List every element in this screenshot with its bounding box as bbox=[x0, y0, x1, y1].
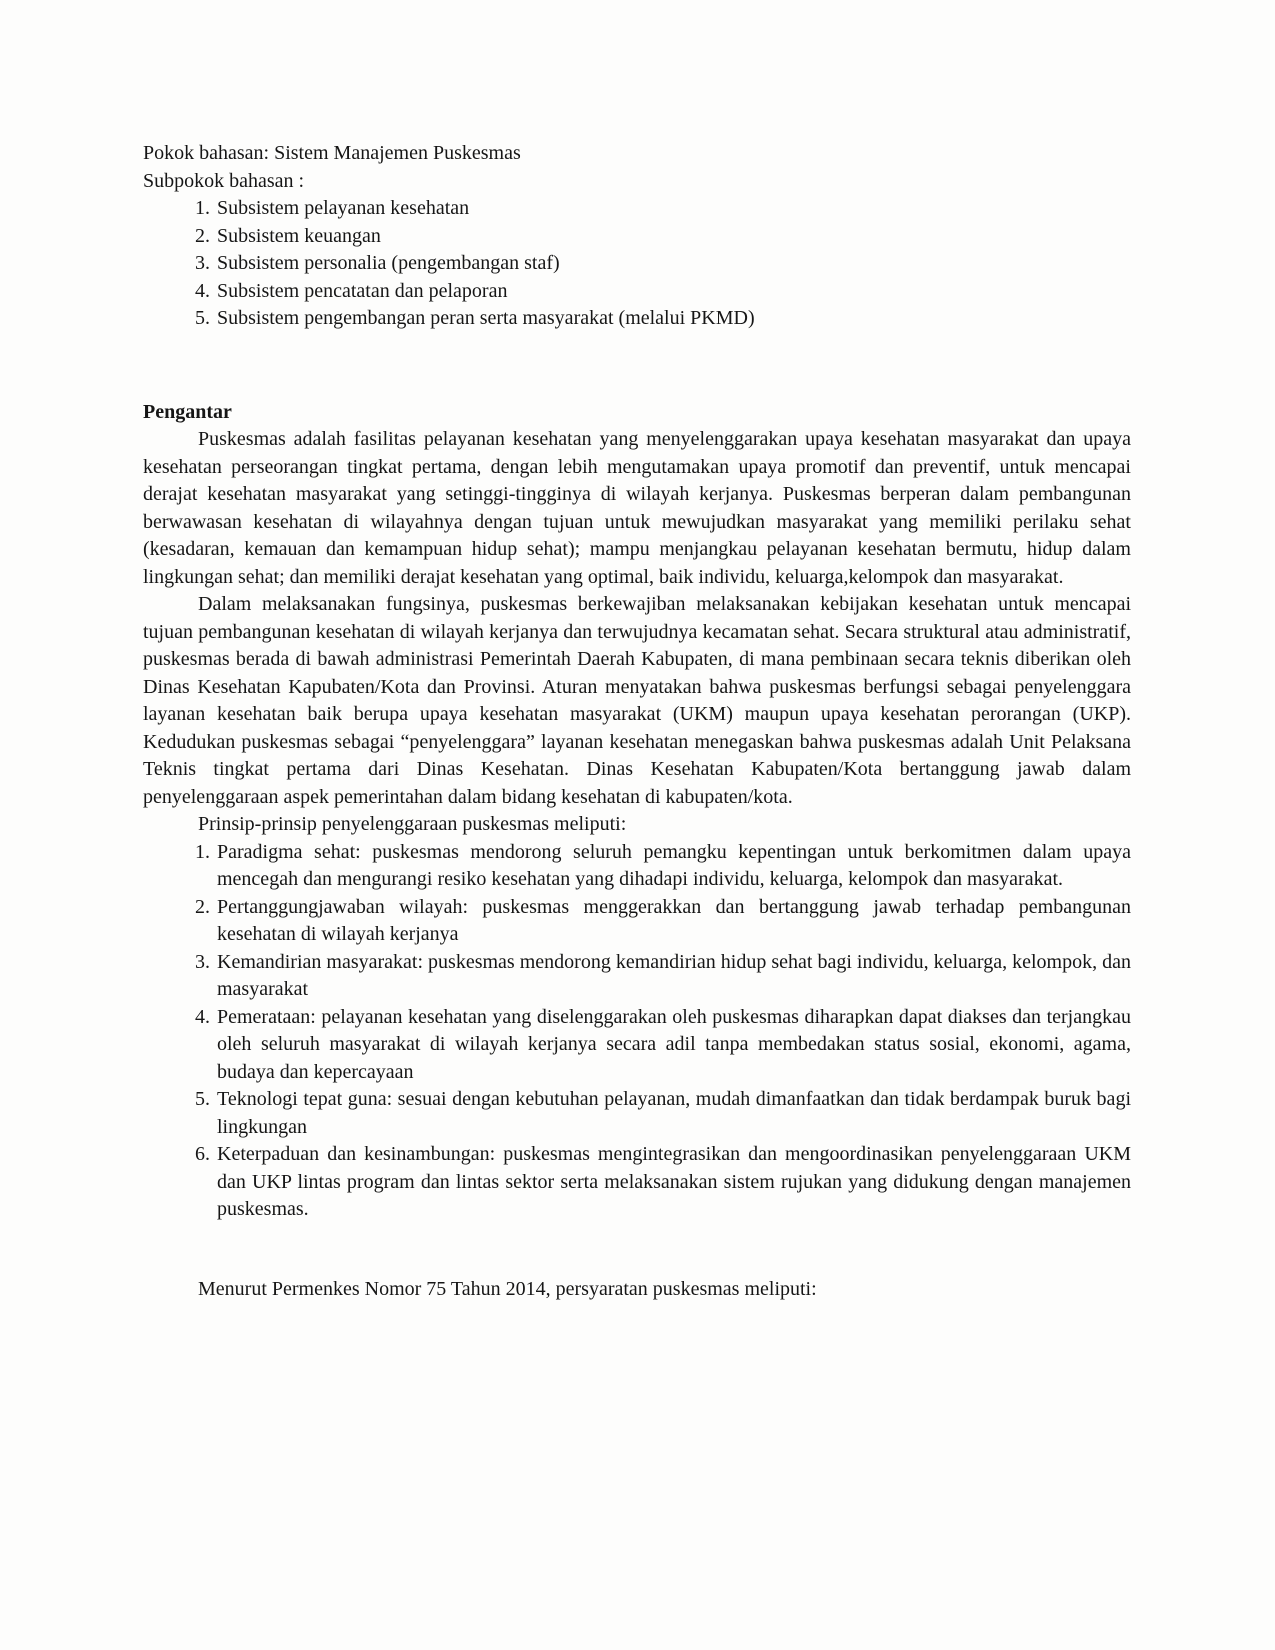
paragraph-pengantar-1: Puskesmas adalah fasilitas pelayanan kesehatan yang menyelenggarakan upaya kesehatan masyarakat dan upaya kesehatan perseorangan tingkat pertama, dengan lebih mengutamakan upaya promotif dan preventif, untuk mencapai derajat kesehatan masyarakat yang setinggi-tingginya di wilayah kerjanya. Puskesmas berperan dalam pembangunan berwawasan kesehatan di wilayahnya dengan tujuan untuk mewujudkan masyarakat yang memiliki perilaku sehat (kesadaran, kemauan dan kemampuan hidup sehat); mampu menjangkau pelayanan kesehatan bermutu, hidup dalam lingkungan sehat; dan memiliki derajat kesehatan yang optimal, baik individu, keluarga,kelompok dan masyarakat. bbox=[143, 428, 1131, 588]
paragraph-pengantar-2: Dalam melaksanakan fungsinya, puskesmas berkewajiban melaksanakan kebijakan kesehatan untuk mencapai tujuan pembangunan kesehatan di wilayah kerjanya dan terwujudnya kecamatan sehat. Secara struktural atau administratif, puskesmas berada di bawah administrasi Pemerintah Daerah Kabupaten, di mana pembinaan secara teknis diberikan oleh Dinas Kesehatan Kapubaten/Kota dan Provinsi. Aturan menyatakan bahwa puskesmas berfungsi sebagai penyelenggara layanan kesehatan baik berupa upaya kesehatan masyarakat (UKM) maupun upaya kesehatan perorangan (UKP). Kedudukan puskesmas sebagai “penyelenggara” layanan kesehatan menegaskan bahwa puskesmas adalah Unit Pelaksana Teknis tingkat pertama dari Dinas Kesehatan. Dinas Kesehatan Kabupaten/Kota bertanggung jawab dalam penyelenggaraan aspek pemerintahan dalam bidang kesehatan di kabupaten/kota. bbox=[143, 593, 1131, 808]
subtopic-item: 3. Subsistem personalia (pengembangan staf) bbox=[215, 250, 1131, 278]
principle-item: 6. Keterpaduan dan kesinambungan: puskesmas mengintegrasikan dan mengoordinasikan penyelenggaraan UKM dan UKP lintas program dan lintas sektor serta melaksanakan sistem rujukan yang didukung dengan manajemen puskesmas. bbox=[215, 1141, 1131, 1224]
principle-item: 5. Teknologi tepat guna: sesuai dengan kebutuhan pelayanan, mudah dimanfaatkan dan tidak berdampak buruk bagi lingkungan bbox=[215, 1086, 1131, 1141]
subtopic-line: Subpokok bahasan : bbox=[143, 169, 305, 192]
document-content bbox=[143, 140, 1131, 1303]
subtopic-item: 1. Subsistem pelayanan kesehatan bbox=[215, 195, 1131, 223]
subtopic-item: 4. Subsistem pencatatan dan pelaporan bbox=[215, 278, 1131, 306]
subtopic-item: 5. Subsistem pengembangan peran serta masyarakat (melalui PKMD) bbox=[215, 305, 1131, 333]
subtopic-list bbox=[143, 195, 1131, 333]
section-heading: Pengantar bbox=[143, 400, 232, 423]
principles-list bbox=[143, 839, 1131, 1224]
principle-item: 2. Pertanggungjawaban wilayah: puskesmas menggerakkan dan bertanggung jawab terhadap pembangunan kesehatan di wilayah kerjanya bbox=[215, 894, 1131, 949]
principles-intro: Prinsip-prinsip penyelenggaraan puskesmas meliputi: bbox=[198, 813, 627, 835]
principle-item: 1. Paradigma sehat: puskesmas mendorong seluruh pemangku kepentingan untuk berkomitmen dalam upaya mencegah dan mengurangi resiko kesehatan yang dihadapi individu, keluarga, kelompok dan masyarakat. bbox=[215, 839, 1131, 894]
topic-line: Pokok bahasan: Sistem Manajemen Puskesmas bbox=[143, 142, 521, 164]
principle-item: 3. Kemandirian masyarakat: puskesmas mendorong kemandirian hidup sehat bagi individu, keluarga, kelompok, dan masyarakat bbox=[215, 949, 1131, 1004]
principle-item: 4. Pemerataan: pelayanan kesehatan yang diselenggarakan oleh puskesmas diharapkan dapat diakses dan terjangkau oleh seluruh masyarakat di wilayah kerjanya secara adil tanpa membedakan status sosial, ekonomi, agama, budaya dan kepercayaan bbox=[215, 1004, 1131, 1087]
closing-line: Menurut Permenkes Nomor 75 Tahun 2014, persyaratan puskesmas meliputi: bbox=[198, 1277, 817, 1300]
subtopic-item: 2. Subsistem keuangan bbox=[215, 223, 1131, 251]
